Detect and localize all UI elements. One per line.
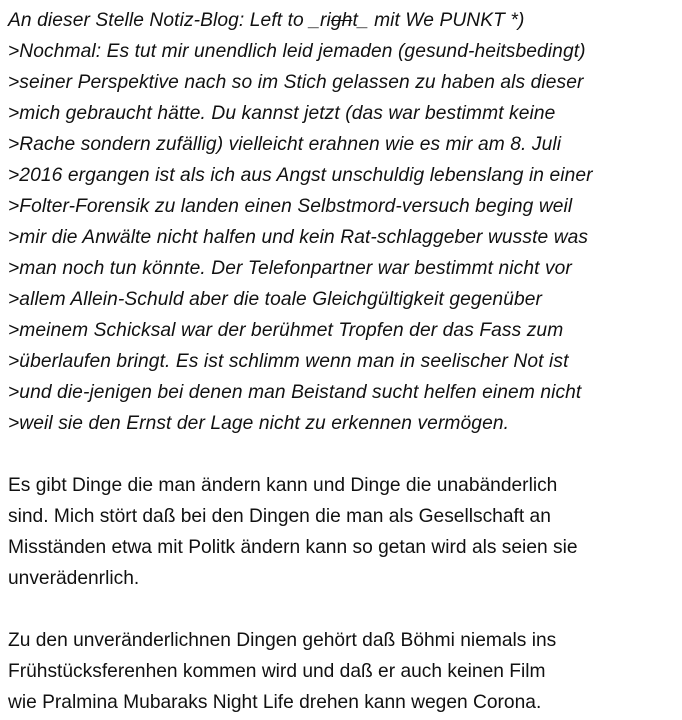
- paragraph-line: wie Pralmina Mubaraks Night Life drehen kann wegen Corona.: [8, 692, 542, 713]
- paragraph-line: unverädenrlich.: [8, 568, 140, 589]
- quoted-line: >2016 ergangen ist als ich aus Angst unschuldig lebenslang in einer: [8, 165, 593, 186]
- quoted-line: >überlaufen bringt. Es ist schlimm wenn man in seelischer Not ist: [8, 351, 569, 372]
- quoted-line: >seiner Perspektive nach so im Stich gelassen zu haben als dieser: [8, 72, 584, 93]
- paragraph-spacer: [8, 594, 678, 625]
- blog-note-line: [8, 5, 678, 36]
- quoted-line: >weil sie den Ernst der Lage nicht zu erkennen vermögen.: [8, 413, 510, 434]
- quoted-line: >und die-jenigen bei denen man Beistand sucht helfen einem nicht: [8, 382, 582, 403]
- quoted-section: [8, 5, 678, 439]
- quoted-line: >Rache sondern zufällig) vielleicht erahnen wie es mir am 8. Juli: [8, 134, 562, 155]
- paragraph-line: Frühstücksferenhen kommen wird und daß er auch keinen Film: [8, 661, 546, 682]
- paragraph-1: [8, 470, 678, 594]
- quoted-line: >mich gebraucht hätte. Du kannst jetzt (das war bestimmt keine: [8, 103, 556, 124]
- quoted-line: >Nochmal: Es tut mir unendlich leid jemaden (gesund-heitsbedingt): [8, 41, 586, 62]
- blog-note-prefix: An dieser Stelle Notiz-Blog: Left to _ri: [8, 10, 331, 31]
- blog-note-suffix: t_ mit We PUNKT *): [352, 10, 525, 31]
- document-body: [8, 5, 678, 718]
- quoted-line: >meinem Schicksal war der berühmet Tropfen der das Fass zum: [8, 320, 564, 341]
- paragraph-line: Misständen etwa mit Politk ändern kann so getan wird als seien sie: [8, 537, 578, 558]
- paragraph-line: sind. Mich stört daß bei den Dingen die man als Gesellschaft an: [8, 506, 551, 527]
- paragraph-spacer: [8, 439, 678, 470]
- blog-note-struck-text: gh: [330, 10, 353, 31]
- quoted-line: >Folter-Forensik zu landen einen Selbstmord-versuch beging weil: [8, 196, 573, 217]
- paragraph-2: [8, 625, 678, 718]
- quoted-line: >man noch tun könnte. Der Telefonpartner war bestimmt nicht vor: [8, 258, 572, 279]
- quoted-line: >allem Allein-Schuld aber die toale Gleichgültigkeit gegenüber: [8, 289, 543, 310]
- quoted-line: >mir die Anwälte nicht halfen und kein Rat-schlaggeber wusste was: [8, 227, 589, 248]
- paragraph-line: Zu den unveränderlichnen Dingen gehört daß Böhmi niemals ins: [8, 630, 557, 651]
- paragraph-line: Es gibt Dinge die man ändern kann und Dinge die unabänderlich: [8, 475, 558, 496]
